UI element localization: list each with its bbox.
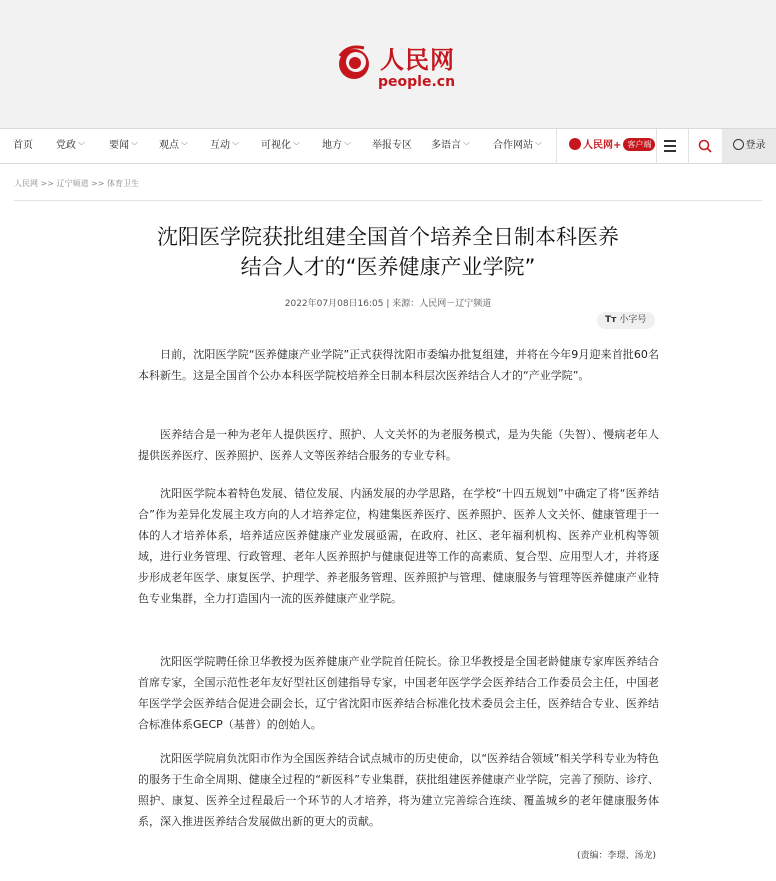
breadcrumb-separator: >> [91, 179, 105, 188]
site-header [0, 0, 776, 128]
nav-divider [688, 129, 689, 163]
article-paragraph: 沈阳医学院肩负沈阳市作为全国医养结合试点城市的历史使命，以“医养结合领域”相关学科专业为特色的服务于生命全周期、健康全过程的“新医科”专业集群，获批组建医养健康产业学院，完善了预防、诊疗、照护、康复、医养全过程最后一个环节的人才培养，将为建立完善综合连续、覆盖城乡的老年健康服务体系，深入推进医养结合发展做出新的更大的贡献。 [138, 752, 659, 828]
login-button[interactable]: 登录 [722, 129, 776, 163]
chevron-down-icon: ﹀ [463, 142, 470, 150]
nav-item-languages[interactable]: 多语言 ﹀ [431, 140, 470, 151]
people-cn-logo[interactable] [334, 40, 464, 98]
chevron-down-icon: ﹀ [232, 142, 239, 150]
nav-divider [556, 129, 557, 163]
article-title-line: 结合人才的“医养健康产业学院” [240, 255, 536, 279]
article-paragraph: 医养结合是一种为老年人提供医疗、照护、人文关怀的为老服务模式，是为失能（失智）、慢病老年人提供医养医疗、医养照护、医养人文等医养结合服务的专业专科。 [138, 428, 659, 462]
breadcrumb-link-liaoning[interactable]: 辽宁频道 [56, 179, 89, 188]
article-paragraph: 日前，沈阳医学院“医养健康产业学院”正式获得沈阳市委编办批复组建，并将在今年9月迎来首批60名本科新生。这是全国首个公办本科医学院校培养全日制本科层次医养结合人才的“产业学院”。 [138, 348, 659, 382]
main-nav [0, 128, 776, 164]
article-title [60, 222, 716, 282]
breadcrumb [14, 178, 139, 189]
chevron-down-icon: ﹀ [131, 142, 138, 150]
nav-item-news[interactable]: 要闻 ﹀ [109, 140, 138, 151]
chevron-down-icon: ﹀ [344, 142, 351, 150]
nav-item-local[interactable]: 地方 ﹀ [322, 140, 351, 151]
chevron-down-icon: ﹀ [535, 142, 542, 150]
editor-credit: (责编：李璟、汤龙) [576, 851, 656, 861]
chevron-down-icon: ﹀ [293, 142, 300, 150]
nav-item-visual[interactable]: 可视化 ﹀ [261, 140, 300, 151]
text-size-icon: Tт [605, 315, 617, 325]
article-title-line: 沈阳医学院获批组建全国首个培养全日制本科医养 [157, 225, 619, 249]
user-icon [733, 139, 744, 150]
chevron-down-icon: ﹀ [78, 142, 85, 150]
hamburger-menu-icon[interactable] [664, 140, 676, 152]
nav-item-party[interactable]: 党政 ﹀ [56, 140, 85, 151]
nav-item-report[interactable]: 举报专区 [372, 140, 412, 151]
nav-item-home[interactable]: 首页 [13, 140, 33, 151]
article-paragraph: 沈阳医学院聘任徐卫华教授为医养健康产业学院首任院长。徐卫华教授是全国老龄健康专家库医养结合首席专家，全国示范性老年友好型社区创建指导专家，中国老年医学学会医养结合工作委员会主任，中国老年医学学会医养结合促进会副会长，辽宁省沈阳市医养结合标准化技术委员会主任，医养结合专业、医养结合标准体系GECP（基普）的创始人。 [138, 655, 659, 731]
logo-swirl-icon [334, 42, 374, 82]
breadcrumb-separator: >> [40, 179, 54, 188]
search-icon[interactable] [698, 139, 712, 153]
nav-item-partners[interactable]: 合作网站 ﹀ [493, 140, 542, 151]
client-badge: 客户端 [623, 138, 655, 151]
nav-item-interact[interactable]: 互动 ﹀ [210, 140, 239, 151]
font-size-toggle[interactable]: Tт 小字号 [597, 312, 655, 329]
nav-divider [656, 129, 657, 163]
breadcrumb-divider [14, 200, 762, 201]
article-meta: 2022年07月08日16:05 | 来源：人民网－辽宁频道 [284, 299, 492, 309]
article-paragraph: 沈阳医学院本着特色发展、错位发展、内涵发展的办学思路，在学校“十四五规划”中确定了将“医养结合”作为差异化发展主攻方向的人才培养定位，构建集医养医疗、医养照护、医养人文关怀、健康管理于一体的人才培养体系，培养适应医养健康产业发展亟需，在政府、社区、老年福利机构、医养产业机构等领域，进行业务管理、行政管理、老年人医养照护与健康促进等工作的高素质、复合型、应用型人才，并将逐步形成老年医学、康复医学、护理学、养老服务管理、医养照护与管理、健康服务与管理等医养健康产业特色专业集群，全力打造国内一流的医养健康产业学院。 [138, 487, 659, 605]
app-download-link[interactable]: 人民网+ 客户端 [569, 138, 655, 154]
logo-chinese-text: 人民网 [380, 45, 455, 74]
breadcrumb-link-health[interactable]: 体育卫生 [107, 179, 139, 188]
nav-item-opinion[interactable]: 观点 ﹀ [159, 140, 188, 151]
logo-english-text: people.cn [378, 74, 456, 90]
breadcrumb-link-people[interactable]: 人民网 [14, 179, 38, 188]
people-app-icon [569, 138, 581, 150]
chevron-down-icon: ﹀ [181, 142, 188, 150]
